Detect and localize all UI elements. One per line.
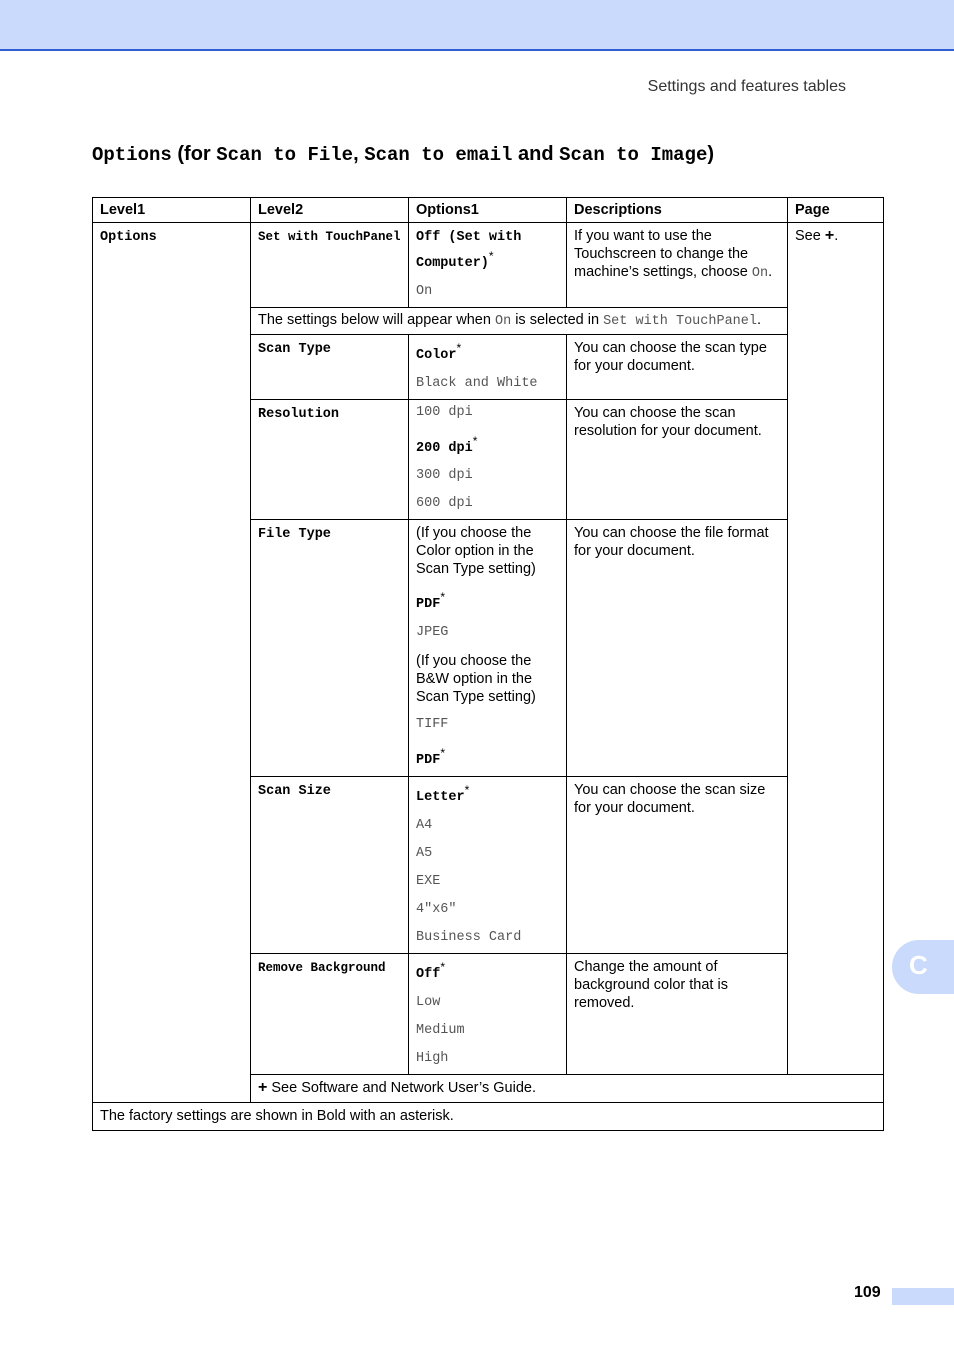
column-header: Level2 — [251, 198, 409, 223]
running-head: Settings and features tables — [647, 78, 846, 95]
heading-part: , — [353, 143, 365, 165]
level2-cell — [251, 399, 409, 520]
page-cell — [788, 223, 884, 1075]
option-note: (If you choose the B&W option in the Scan Type setting) — [416, 653, 536, 706]
column-header: Options1 — [409, 198, 567, 223]
options-cell — [409, 399, 567, 520]
options-cell — [409, 953, 567, 1074]
heading-part: Scan to File — [216, 144, 354, 166]
description-cell: You can choose the scan resolution for your document. — [567, 399, 788, 520]
description-code: On — [751, 266, 769, 281]
level2-value: Set with TouchPanel — [258, 230, 401, 244]
asterisk: * — [440, 590, 446, 605]
option: High — [416, 1050, 449, 1066]
settings-table — [92, 197, 884, 1131]
options-cell — [409, 223, 567, 308]
heading-part: Scan to email — [364, 144, 513, 166]
heading-part: ) — [707, 143, 715, 165]
table-header-row — [93, 198, 884, 223]
option: JPEG — [416, 625, 449, 641]
conditional-note — [251, 307, 788, 334]
level2-cell — [251, 777, 409, 954]
option: 300 dpi — [416, 468, 473, 484]
asterisk: * — [456, 340, 462, 355]
default-option: Off (Set with Computer) — [416, 230, 522, 271]
description-cell: You can choose the scan type for your document. — [567, 334, 788, 399]
asterisk: * — [488, 249, 494, 263]
level2-value: File Type — [258, 527, 331, 543]
appendix-tab — [892, 940, 954, 994]
level1-value: Options — [100, 230, 157, 245]
asterisk: * — [440, 746, 446, 761]
heading-part: Options — [92, 144, 172, 166]
option: TIFF — [416, 717, 449, 733]
default-option: Letter — [416, 789, 465, 805]
footnote-cross-reference — [251, 1074, 884, 1102]
cross-reference-icon: + — [258, 1078, 268, 1096]
note-code: Set with TouchPanel — [603, 313, 757, 329]
level2-value: Remove Background — [258, 960, 386, 975]
level2-cell — [251, 953, 409, 1074]
option: 100 dpi — [416, 404, 473, 420]
level2-value: Resolution — [258, 406, 340, 422]
footnote-text: See Software and Network User’s Guide. — [267, 1079, 536, 1096]
description-end: . — [768, 264, 773, 280]
default-option: Off — [416, 966, 441, 982]
option: On — [416, 283, 433, 299]
default-option: Color — [416, 347, 457, 363]
option-note: (If you choose the Color option in the Scan Type setting) — [416, 525, 536, 578]
option: Medium — [416, 1022, 465, 1038]
options-cell — [409, 520, 567, 777]
page-number: 109 — [854, 1284, 881, 1301]
note-text: The settings below will appear when — [258, 311, 495, 328]
default-option: 200 dpi — [416, 440, 473, 456]
asterisk: * — [464, 783, 470, 798]
option: Business Card — [416, 929, 522, 945]
note-code: On — [494, 313, 512, 329]
heading-part: and — [512, 143, 560, 165]
default-option: PDF — [416, 753, 441, 769]
asterisk: * — [472, 433, 478, 448]
asterisk: * — [440, 959, 446, 974]
level2-value: Scan Size — [258, 784, 331, 800]
level2-cell — [251, 334, 409, 399]
description-cell — [567, 223, 788, 308]
cross-reference-icon: + — [824, 227, 835, 244]
appendix-tab-letter: C — [909, 950, 928, 980]
level2-cell — [251, 520, 409, 777]
note-text: . — [757, 311, 762, 328]
section-heading — [92, 143, 714, 166]
option: A4 — [416, 817, 433, 833]
option: A5 — [416, 845, 433, 861]
options-cell — [409, 777, 567, 954]
description-text: If you want to use the Touchscreen to change the machine’s settings, choose — [574, 228, 752, 280]
footnote-defaults: The factory settings are shown in Bold with an asterisk. — [93, 1102, 884, 1130]
description-cell: You can choose the scan size for your document. — [567, 777, 788, 954]
option: EXE — [416, 873, 441, 889]
option: 4"x6" — [416, 901, 457, 917]
options-cell — [409, 334, 567, 399]
note-text: is selected in — [511, 311, 604, 328]
option: 600 dpi — [416, 496, 473, 512]
page-reference-end: . — [834, 228, 839, 244]
column-header: Descriptions — [567, 198, 788, 223]
option: Black and White — [416, 375, 538, 391]
top-header-band — [0, 0, 954, 51]
heading-part: Scan to Image — [559, 144, 708, 166]
default-option: PDF — [416, 597, 441, 613]
page-reference: See — [795, 228, 825, 244]
table-row — [93, 1102, 884, 1130]
level1-cell — [93, 223, 251, 1103]
table-row — [93, 223, 884, 308]
heading-part: (for — [171, 143, 217, 165]
description-cell: You can choose the file format for your document. — [567, 520, 788, 777]
page-number-bar — [892, 1288, 954, 1305]
level2-value: Scan Type — [258, 341, 331, 357]
option: Low — [416, 994, 441, 1010]
column-header: Level1 — [93, 198, 251, 223]
level2-cell — [251, 223, 409, 308]
column-header: Page — [788, 198, 884, 223]
description-cell: Change the amount of background color that is removed. — [567, 953, 788, 1074]
